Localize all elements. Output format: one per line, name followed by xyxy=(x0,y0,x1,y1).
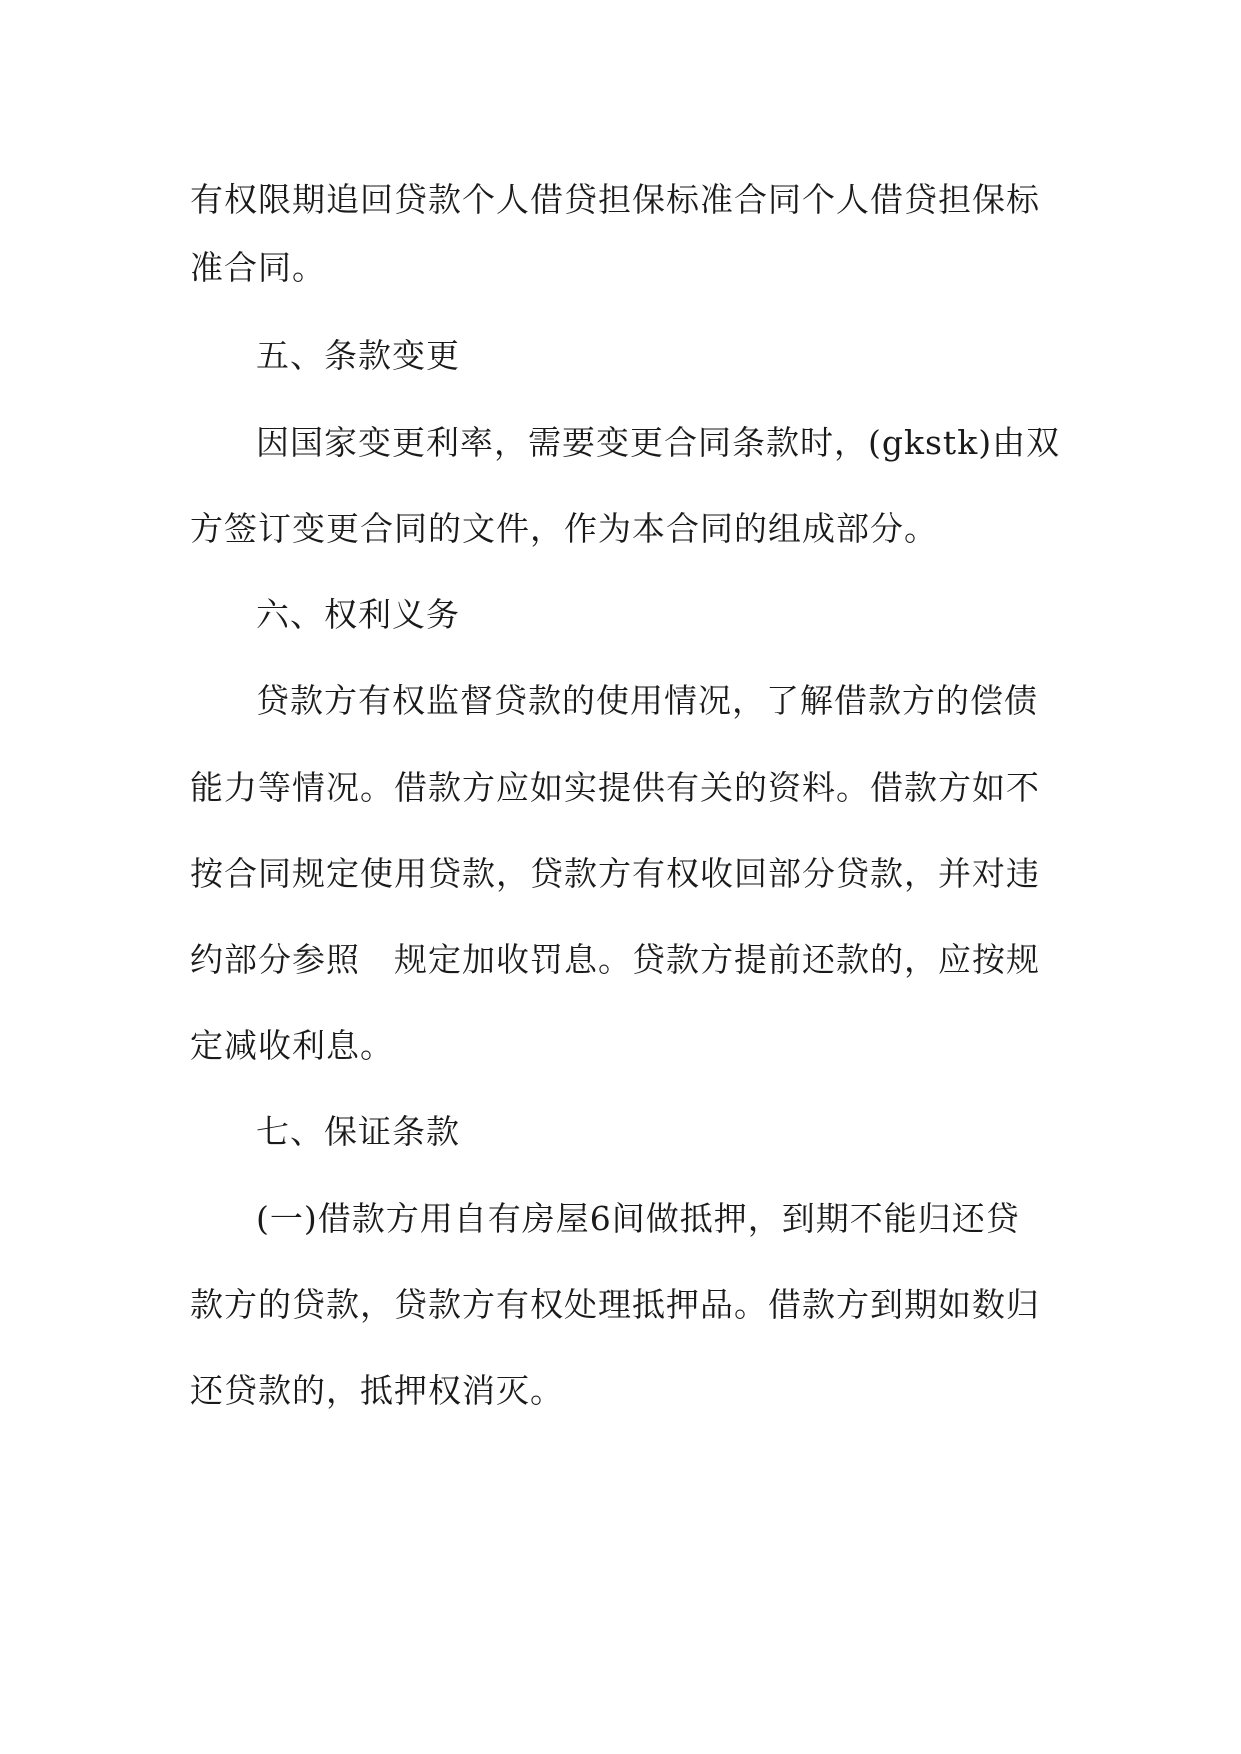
body-text-line: 定减收利息。 xyxy=(190,1026,394,1065)
body-text-line: 因国家变更利率，需要变更合同条款时，(gkstk)由双 xyxy=(256,423,1061,462)
body-text-line: 款方的贷款，贷款方有权处理抵押品。借款方到期如数归 xyxy=(190,1285,1040,1324)
body-text-line: 按合同规定使用贷款，贷款方有权收回部分贷款，并对违 xyxy=(190,854,1040,893)
body-text-line: 还贷款的，抵押权消灭。 xyxy=(190,1371,564,1410)
body-text-line: 准合同。 xyxy=(190,248,326,287)
section-heading-rights-obligations: 六、权利义务 xyxy=(256,595,460,634)
section-heading-guarantee-terms: 七、保证条款 xyxy=(256,1112,460,1151)
body-text-line: (一)借款方用自有房屋6间做抵押，到期不能归还贷 xyxy=(256,1199,1020,1238)
body-text-line: 能力等情况。借款方应如实提供有关的资料。借款方如不 xyxy=(190,768,1040,807)
body-text-line: 约部分参照 规定加收罚息。贷款方提前还款的，应按规 xyxy=(190,940,1040,979)
body-text-line: 方签订变更合同的文件，作为本合同的组成部分。 xyxy=(190,509,938,548)
body-text-line: 有权限期追回贷款个人借贷担保标准合同个人借贷担保标 xyxy=(190,180,1040,219)
body-text-line: 贷款方有权监督贷款的使用情况，了解借款方的偿债 xyxy=(256,681,1038,720)
section-heading-terms-change: 五、条款变更 xyxy=(256,336,460,375)
